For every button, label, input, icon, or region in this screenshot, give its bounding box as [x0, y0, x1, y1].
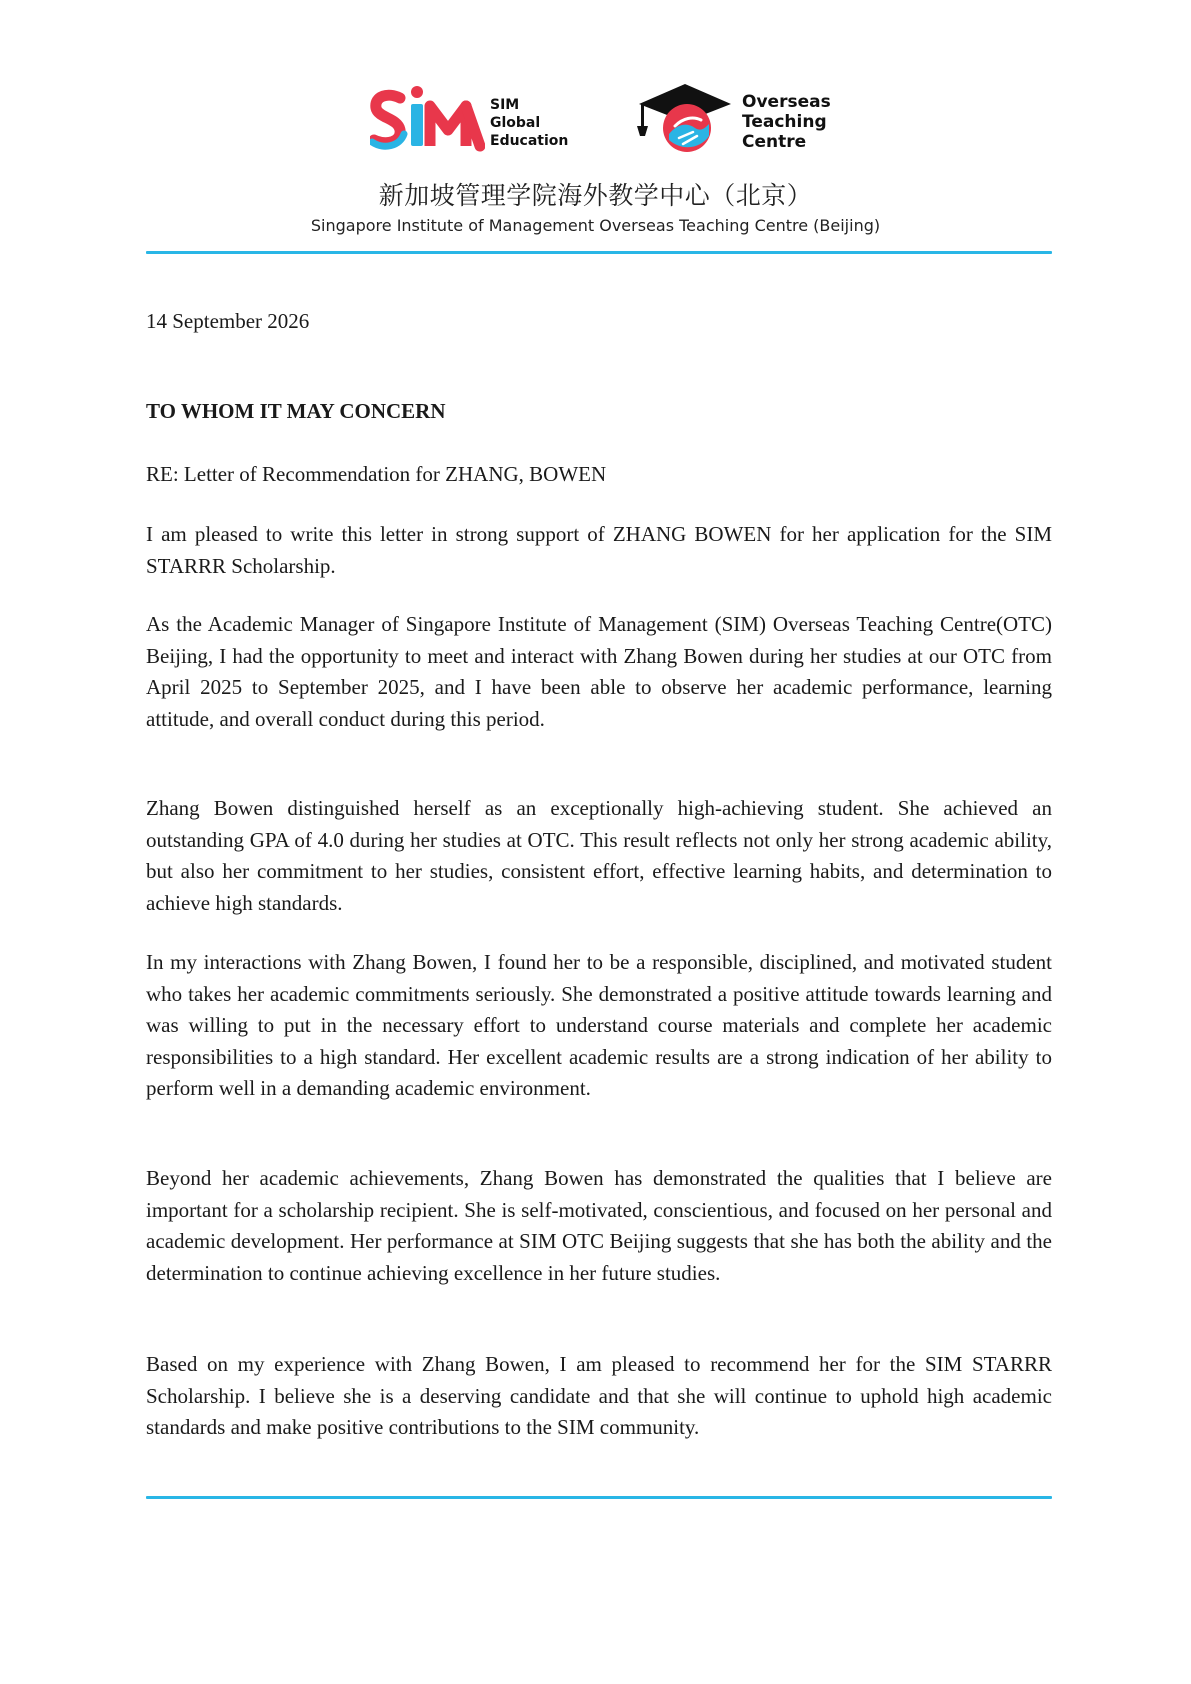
sim-text-line-1: SIM [490, 97, 520, 113]
letter-paragraph: Zhang Bowen distinguished herself as an exceptionally high-achieving student. She achieved an outstanding GPA of 4.0 during her studies at OTC. This result reflects not only her strong academic ability, but also her commitment to her studies, consistent effort, effective learning habits, and determination to achieve high standards. [146, 796, 1052, 915]
footer-divider [146, 1496, 1052, 1499]
sim-wordmark [490, 96, 568, 150]
letter-paragraph: Based on my experience with Zhang Bowen, I am pleased to recommend her for the SIM STARRR Scholarship. I believe she is a deserving candidate and that she will continue to uphold high academic standards and make positive contributions to the SIM community. [146, 1352, 1052, 1439]
sim-text-line-3: Education [490, 133, 569, 149]
otc-text-line-1: Overseas [742, 92, 831, 112]
institution-name-chinese: 新加坡管理学院海外教学中心（北京） [378, 181, 813, 210]
letter-paragraph: I am pleased to write this letter in strong support of ZHANG BOWEN for her application for the SIM STARRR Scholarship. [146, 522, 1052, 578]
otc-graduation-cap-icon [635, 78, 735, 156]
header-divider [146, 251, 1052, 254]
letter-subject: RE: Letter of Recommendation for ZHANG, BOWEN [146, 462, 607, 486]
otc-text-line-3: Centre [742, 132, 807, 152]
sim-logo-icon [370, 84, 485, 154]
letter-date: 14 September 2026 [146, 309, 310, 333]
otc-wordmark [742, 92, 831, 152]
institution-name-english: Singapore Institute of Management Overseas Teaching Centre (Beijing) [310, 216, 881, 235]
sim-text-line-2: Global [490, 115, 541, 131]
letterhead-logos [360, 78, 840, 160]
letter-paragraph: In my interactions with Zhang Bowen, I found her to be a responsible, disciplined, and motivated student who takes her academic commitments seriously. She demonstrated a positive attitude towards learning and was willing to put in the necessary effort to understand course materials and complete her academic responsibilities to a high standard. Her excellent academic results are a strong indication of her ability to perform well in a demanding academic environment. [146, 950, 1052, 1100]
letter-salutation: TO WHOM IT MAY CONCERN [146, 399, 446, 423]
letter-paragraph: As the Academic Manager of Singapore Institute of Management (SIM) Overseas Teaching Centre(OTC) Beijing, I had the opportunity to meet and interact with Zhang Bowen during her studies at our OTC from April 2025 to September 2025, and I have been able to observe her academic performance, learning attitude, and overall conduct during this period. [146, 612, 1052, 731]
otc-text-line-2: Teaching [742, 112, 827, 132]
letter-paragraph: Beyond her academic achievements, Zhang Bowen has demonstrated the qualities that I believe are important for a scholarship recipient. She is self-motivated, conscientious, and focused on her personal and academic development. Her performance at SIM OTC Beijing suggests that she has both the ability and the determination to continue achieving excellence in her future studies. [146, 1166, 1052, 1285]
